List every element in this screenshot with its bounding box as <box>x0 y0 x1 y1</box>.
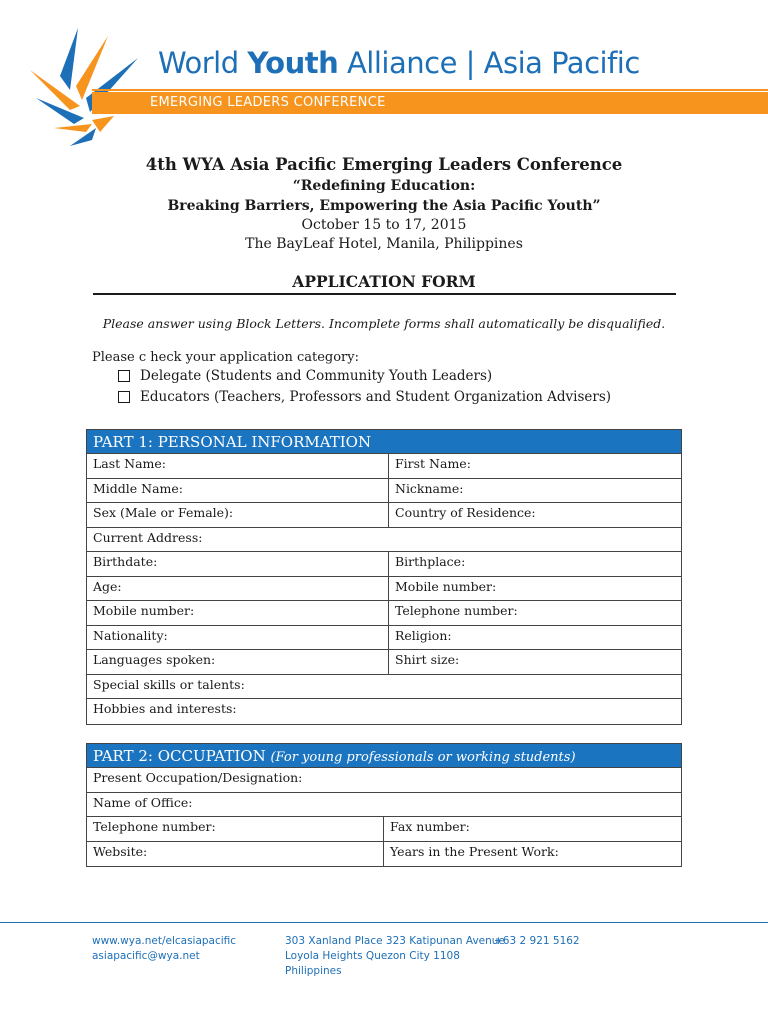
part1-heading: PART 1: PERSONAL INFORMATION <box>87 430 681 454</box>
footer-contact <box>92 934 236 964</box>
category-option-label: Delegate (Students and Community Youth Leaders) <box>140 368 493 384</box>
footer-phone: +63 2 921 5162 <box>494 935 580 947</box>
wya-logo-icon <box>30 28 160 146</box>
field-country-of-residence[interactable]: Country of Residence: <box>395 505 536 520</box>
conference-dates: October 15 to 17, 2015 <box>301 217 467 233</box>
form-instruction: Please answer using Block Letters. Incomplete forms shall automatically be disqualified. <box>102 316 666 331</box>
table-row <box>87 601 681 626</box>
form-title: APPLICATION FORM <box>292 272 476 291</box>
table-row <box>87 650 681 675</box>
checkbox-icon[interactable] <box>118 391 130 403</box>
field-nickname[interactable]: Nickname: <box>395 480 464 496</box>
field-nationality[interactable]: Nationality: <box>87 626 389 650</box>
field-sex[interactable]: Sex (Male or Female): <box>87 503 389 527</box>
category-label: Please c heck your application category: <box>92 350 359 365</box>
field-birthplace[interactable]: Birthplace: <box>395 554 466 569</box>
footer-website: www.wya.net/elcasiapacific <box>92 935 237 947</box>
field-website[interactable]: Website: <box>87 842 384 867</box>
table-row <box>87 675 681 700</box>
table-row <box>87 479 681 504</box>
table-row <box>87 817 681 842</box>
field-last-name[interactable]: Last Name: <box>87 454 389 478</box>
footer-email: asiapacific@wya.net <box>92 950 200 962</box>
organization-title: World Youth Alliance | Asia Pacific <box>158 46 640 80</box>
field-years-in-present-work[interactable]: Years in the Present Work: <box>390 843 559 859</box>
table-row <box>87 454 681 479</box>
field-current-address[interactable]: Current Address: <box>93 529 203 545</box>
field-name-of-office[interactable]: Name of Office: <box>93 794 193 810</box>
field-fax-number[interactable]: Fax number: <box>390 819 470 834</box>
field-special-skills[interactable]: Special skills or talents: <box>93 676 245 692</box>
table-row <box>87 577 681 602</box>
personal-information-table <box>86 429 682 725</box>
footer-address: 303 Xanland Place 323 Katipunan Avenue Loyola Heights Quezon City 1108 Philippines <box>285 935 505 977</box>
field-mobile-number[interactable]: Mobile number: <box>395 578 497 594</box>
category-option-delegate[interactable] <box>118 368 492 384</box>
conference-title: 4th WYA Asia Pacific Emerging Leaders Conference <box>145 155 623 174</box>
conference-band-text: EMERGING LEADERS CONFERENCE <box>150 95 386 110</box>
table-row <box>87 503 681 528</box>
field-mobile-number-2[interactable]: Mobile number: <box>87 601 389 625</box>
letterhead <box>0 0 768 150</box>
theme-line-2: Breaking Barriers, Empowering the Asia Pacific Youth” <box>167 198 601 214</box>
field-shirt-size[interactable]: Shirt size: <box>395 652 460 667</box>
checkbox-icon[interactable] <box>118 370 130 382</box>
field-hobbies[interactable]: Hobbies and interests: <box>93 701 237 716</box>
field-middle-name[interactable]: Middle Name: <box>87 479 389 503</box>
field-languages-spoken[interactable]: Languages spoken: <box>87 650 389 674</box>
table-row <box>87 626 681 651</box>
field-telephone-number[interactable]: Telephone number: <box>395 603 518 618</box>
theme-line-1: “Redefining Education: <box>292 178 476 194</box>
table-row <box>87 528 681 553</box>
table-row <box>87 768 681 793</box>
category-option-label: Educators (Teachers, Professors and Student Organization Advisers) <box>140 389 612 405</box>
field-age[interactable]: Age: <box>87 577 389 601</box>
conference-venue: The BayLeaf Hotel, Manila, Philippines <box>245 236 523 252</box>
footer-divider <box>0 922 768 923</box>
table-row <box>87 793 681 818</box>
field-present-occupation[interactable]: Present Occupation/Designation: <box>93 770 303 785</box>
field-birthdate[interactable]: Birthdate: <box>87 552 389 576</box>
part2-heading-note: (For young professionals or working students) <box>270 750 576 765</box>
field-first-name[interactable]: First Name: <box>395 456 471 471</box>
title-divider <box>93 293 676 295</box>
table-row <box>87 552 681 577</box>
category-option-educators[interactable] <box>118 389 611 405</box>
conference-title-block <box>0 154 768 254</box>
table-row <box>87 699 681 724</box>
table-row <box>87 842 681 867</box>
field-office-telephone[interactable]: Telephone number: <box>87 817 384 841</box>
field-religion[interactable]: Religion: <box>395 627 452 643</box>
occupation-table <box>86 743 682 867</box>
part2-heading: PART 2: OCCUPATION (For young professionals or working students) <box>87 744 681 768</box>
